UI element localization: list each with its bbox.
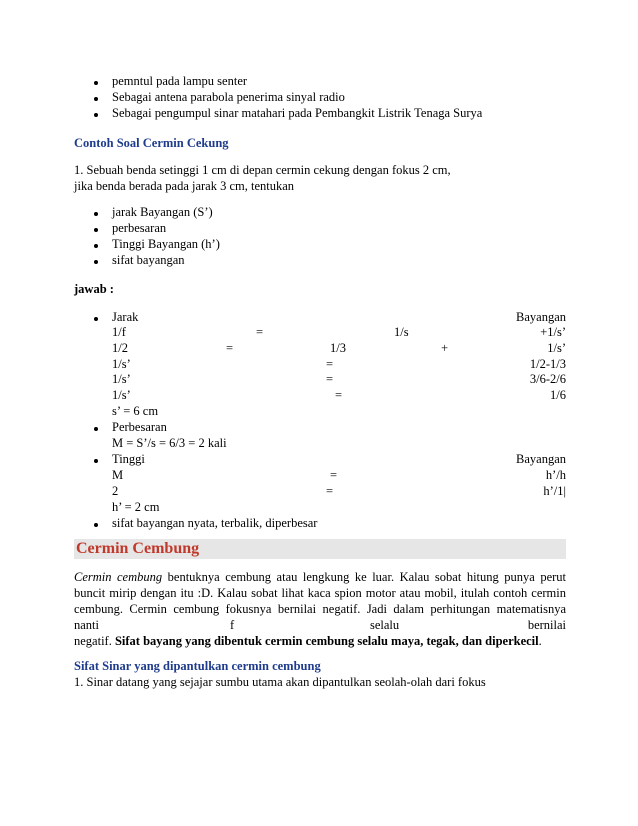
equation-operator: = [226, 341, 234, 355]
bullet-icon [94, 244, 98, 248]
section-title: Cermin Cembung [76, 540, 200, 557]
equation-term: h’/1| [543, 484, 566, 498]
example-heading: Contoh Soal Cermin Cekung [74, 136, 229, 150]
equation-operator: = [256, 325, 264, 339]
tinggi-right-label: Bayangan [516, 452, 566, 466]
equation-term: 1/s [394, 325, 409, 339]
equation-term: 1/s’ [547, 341, 566, 355]
paragraph-line: buncit mirip dengan itu :D. Kalau sobat lihat kaca spion motor atau mobil, itulah contoh cermin [74, 586, 566, 600]
equation-operator: = [326, 372, 334, 386]
equation-term: 1/s’ [112, 372, 131, 386]
perbesaran-label: Perbesaran [112, 420, 167, 434]
paragraph-text: bentuknya cembung atau lengkung ke luar. Kalau sobat hitung punya perut [162, 570, 567, 584]
uses-item: pemntul pada lampu senter [112, 74, 248, 88]
bullet-icon [94, 97, 98, 101]
equation-term: 1/s’ [112, 357, 131, 371]
bullet-icon [94, 113, 98, 117]
problem-line: jika benda berada pada jarak 3 cm, tentukan [74, 179, 295, 193]
answer-label: jawab : [74, 282, 114, 296]
bullet-icon [94, 228, 98, 232]
equation-term: +1/s’ [540, 325, 566, 339]
paragraph-word: nanti [74, 618, 99, 632]
bullet-icon [94, 523, 98, 527]
equation-operator: = [326, 357, 334, 371]
uses-item: Sebagai antena parabola penerima sinyal radio [112, 90, 345, 104]
paragraph-word: bernilai [527, 618, 566, 632]
bullet-icon [94, 212, 98, 216]
asked-item: Tinggi Bayangan (h’) [112, 237, 220, 251]
paragraph-line: cembung. Cermin cembung fokusnya bernilai negatif. Jadi dalam perhitungan matematisnya [74, 602, 566, 616]
paragraph-text: negatif. [74, 634, 115, 648]
equation-operator: = [330, 468, 338, 482]
equation-term: 1/2-1/3 [529, 357, 566, 371]
sifat-text: sifat bayangan nyata, terbalik, diperbesar [112, 516, 318, 530]
equation-operator: = [335, 388, 343, 402]
jarak-result: s’ = 6 cm [112, 404, 159, 418]
perbesaran-formula: M = S’/s = 6/3 = 2 kali [112, 436, 227, 450]
italic-term: Cermin cembung [74, 570, 163, 584]
problem-line: 1. Sebuah benda setinggi 1 cm di depan cermin cekung dengan fokus 2 cm, [74, 163, 451, 177]
equation-term: 1/2 [112, 341, 128, 355]
paragraph-word: f [230, 618, 235, 632]
bullet-icon [94, 81, 98, 85]
tinggi-label: Tinggi [112, 452, 145, 466]
asked-item: perbesaran [112, 221, 167, 235]
bullet-icon [94, 317, 98, 321]
jarak-right-label: Bayangan [516, 310, 566, 324]
equation-operator: = [326, 484, 334, 498]
equation-term: 3/6-2/6 [529, 372, 566, 386]
equation-term: 1/6 [550, 388, 566, 402]
jarak-label: Jarak [112, 310, 139, 324]
asked-item: sifat bayangan [112, 253, 185, 267]
equation-term: 1/s’ [112, 388, 131, 402]
equation-term: 1/3 [330, 341, 346, 355]
asked-item: jarak Bayangan (S’) [112, 205, 213, 219]
bullet-icon [94, 260, 98, 264]
equation-term: 1/f [112, 325, 126, 339]
equation-term: h’/h [545, 468, 566, 482]
equation-operator: + [441, 341, 449, 355]
paragraph-text: . [538, 634, 542, 648]
bold-statement: Sifat bayang yang dibentuk cermin cembung selalu maya, tegak, dan diperkecil [114, 634, 539, 648]
paragraph-word: selalu [370, 618, 400, 632]
uses-item: Sebagai pengumpul sinar matahari pada Pembangkit Listrik Tenaga Surya [112, 106, 483, 120]
equation-term: M [112, 468, 124, 482]
tinggi-result: h’ = 2 cm [112, 500, 160, 514]
bullet-icon [94, 427, 98, 431]
paragraph-line [74, 634, 542, 649]
equation-term: 2 [112, 484, 119, 498]
ray-heading: Sifat Sinar yang dipantulkan cermin cembung [74, 659, 321, 673]
bullet-icon [94, 459, 98, 463]
paragraph-line [74, 570, 566, 585]
ray-item: 1. Sinar datang yang sejajar sumbu utama akan dipantulkan seolah-olah dari fokus [74, 675, 486, 689]
